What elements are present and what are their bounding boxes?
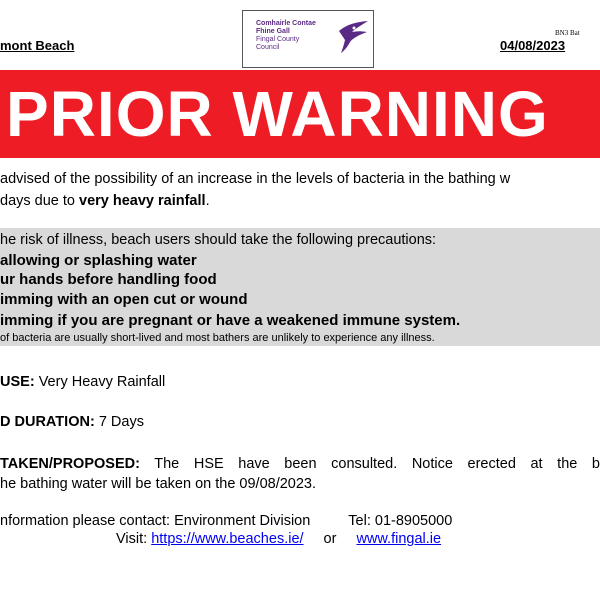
logo-line-4: Council bbox=[256, 44, 280, 51]
cause-label: USE: bbox=[0, 374, 35, 390]
action-text: The HSE have been consulted. Notice erected at the b bbox=[154, 456, 600, 472]
beaches-link[interactable]: https://www.beaches.ie/ bbox=[151, 531, 304, 547]
logo-line-3: Fingal County bbox=[256, 36, 300, 43]
action-line-2: he bathing water will be taken on the 09/08/2023. bbox=[0, 476, 317, 492]
precautions-note: of bacteria are usually short-lived and most bathers are unlikely to experience any illness. bbox=[0, 332, 435, 344]
notice-date: 04/08/2023 bbox=[500, 38, 566, 53]
precaution-item: ur hands before handling food bbox=[0, 271, 217, 288]
advisory-line-1: advised of the possibility of an increase in the levels of bacteria in the bathing w bbox=[0, 171, 511, 187]
tel-label: Tel: bbox=[348, 513, 371, 529]
advisory-paragraph bbox=[0, 168, 510, 212]
precautions-box bbox=[0, 228, 600, 346]
logo-text bbox=[256, 20, 316, 52]
duration-label: D DURATION: bbox=[0, 414, 95, 430]
duration-value: 7 Days bbox=[98, 414, 144, 430]
advisory-line-2-prefix: days due to bbox=[0, 193, 79, 209]
council-logo bbox=[242, 10, 374, 68]
action-field bbox=[0, 454, 600, 494]
tel-number: 01-8905000 bbox=[374, 513, 453, 529]
cause-field bbox=[0, 374, 165, 390]
advisory-line-2-suffix: . bbox=[205, 193, 210, 209]
precaution-item: imming if you are pregnant or have a weakened immune system. bbox=[0, 312, 461, 329]
logo-line-1: Comhairle Contae bbox=[256, 20, 316, 27]
contact-line bbox=[0, 513, 452, 529]
document-code: BN3 Bat bbox=[555, 29, 580, 37]
cause-value: Very Heavy Rainfall bbox=[38, 374, 166, 390]
bird-icon bbox=[337, 19, 371, 55]
precaution-item: allowing or splashing water bbox=[0, 252, 197, 269]
precautions-intro: he risk of illness, beach users should take the following precautions: bbox=[0, 232, 437, 248]
banner-title: PRIOR WARNING bbox=[6, 78, 549, 150]
fingal-link[interactable]: www.fingal.ie bbox=[356, 531, 442, 547]
advisory-reason: very heavy rainfall bbox=[79, 193, 206, 209]
advisory-line-2 bbox=[0, 190, 510, 212]
precaution-item: imming with an open cut or wound bbox=[0, 291, 248, 308]
or-text: or bbox=[323, 531, 337, 547]
beach-name: mont Beach bbox=[0, 38, 75, 53]
visit-label: Visit: bbox=[116, 531, 148, 547]
contact-text: nformation please contact: Environment Division bbox=[0, 513, 311, 529]
visit-line bbox=[116, 531, 441, 547]
duration-field bbox=[0, 414, 144, 430]
action-label: TAKEN/PROPOSED: bbox=[0, 456, 140, 472]
logo-line-2: Fhine Gall bbox=[256, 28, 290, 35]
action-line-1 bbox=[0, 454, 600, 474]
warning-banner bbox=[0, 70, 600, 158]
